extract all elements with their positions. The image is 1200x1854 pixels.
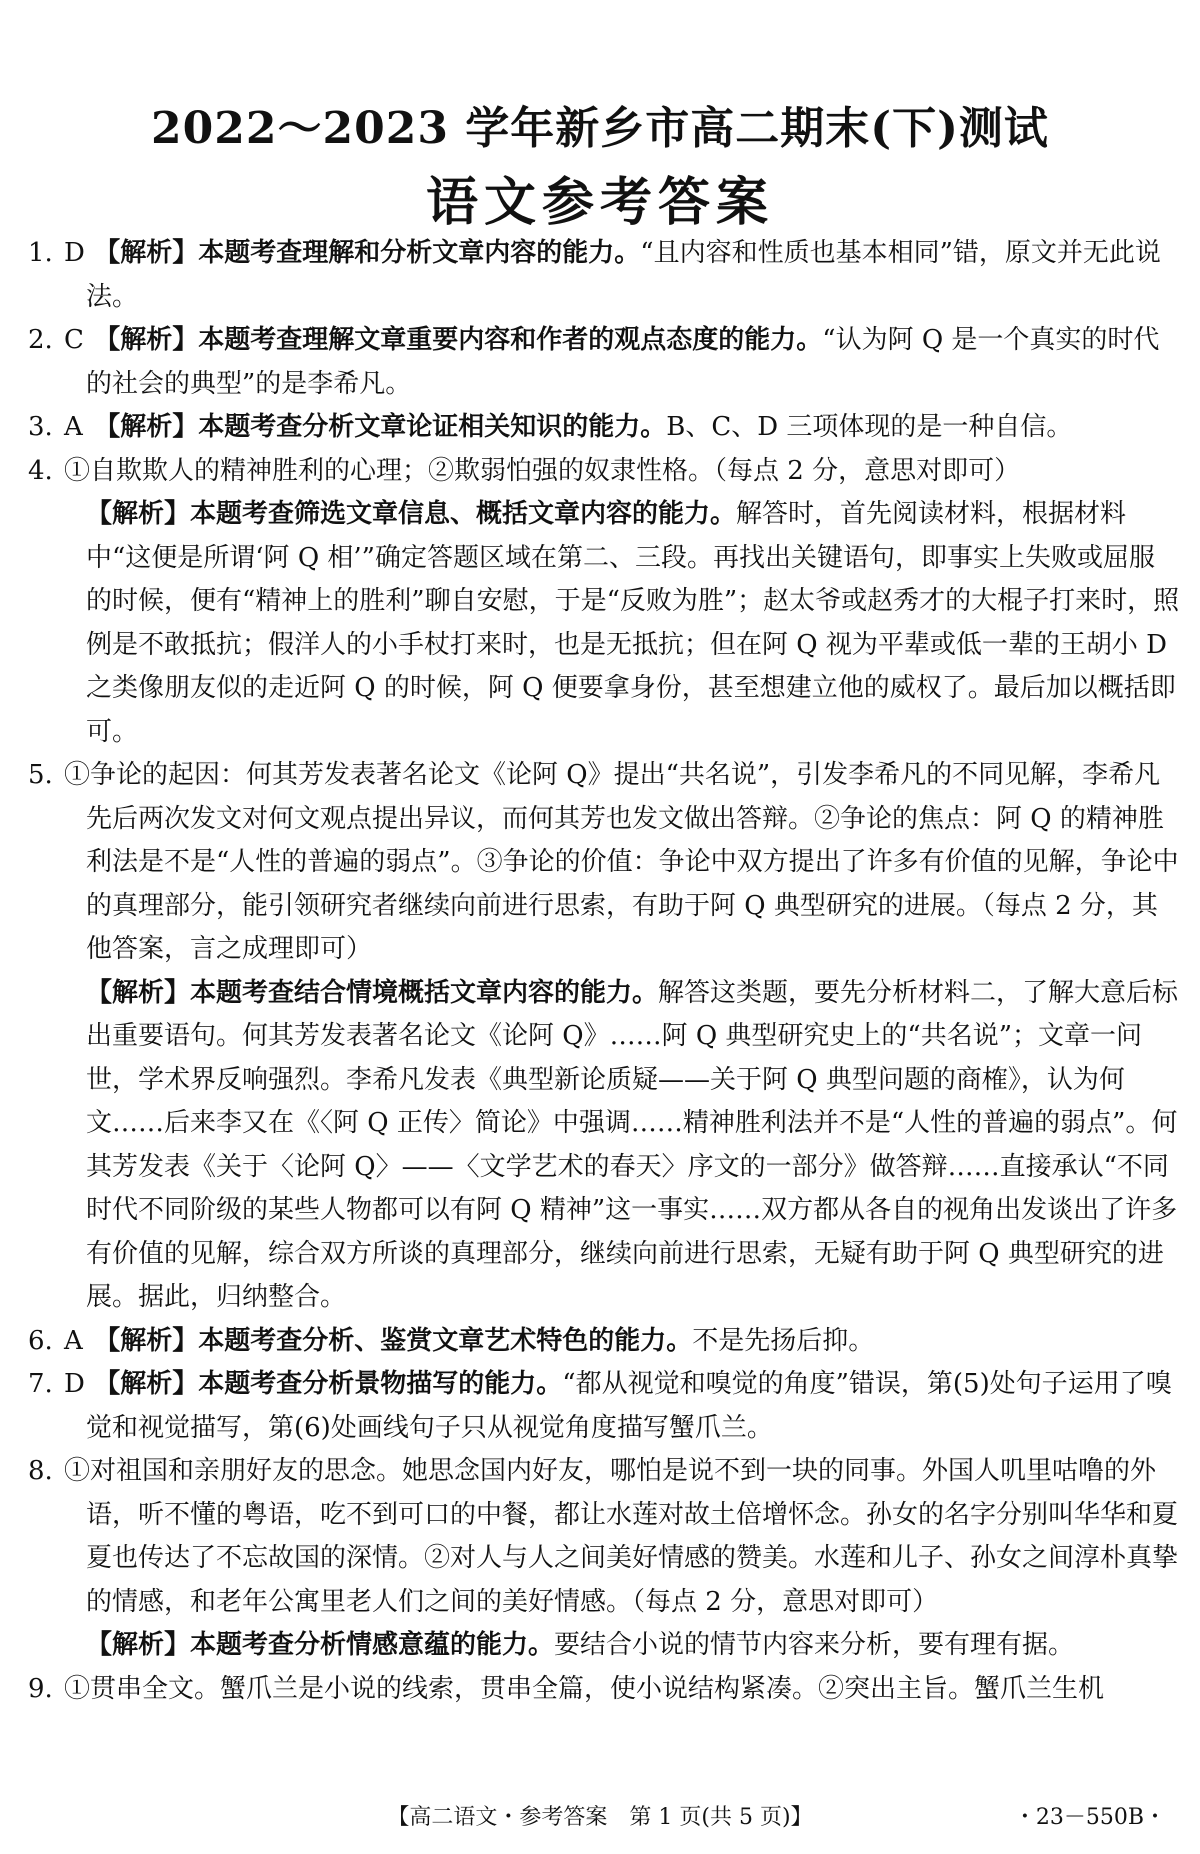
answer-item-4	[28, 450, 1180, 494]
analysis-lead: 本题考查分析、鉴赏文章艺术特色的能力。	[198, 1325, 693, 1356]
analysis-block-4	[28, 493, 1180, 754]
footer-page-info: 【高二语文・参考答案 第 1 页(共 5 页)】	[387, 1805, 813, 1830]
analysis-lead: 本题考查分析景物描写的能力。	[198, 1369, 563, 1399]
answer-choice: D	[64, 238, 85, 268]
question-number: 2.	[28, 325, 53, 355]
analysis-text: “且内容和性质也基本相同”错，原文并无此说法。	[86, 238, 1161, 312]
answer-choice: A	[64, 412, 83, 442]
analysis-lead: 本题考查理解文章重要内容和作者的观点态度的能力。	[198, 325, 823, 355]
analysis-block-8	[28, 1624, 1180, 1668]
answer-text: ①贯串全文。蟹爪兰是小说的线索，贯串全篇，使小说结构紧凑。②突出主旨。蟹爪兰生机	[64, 1673, 1105, 1704]
analysis-text: 解答这类题，要先分析材料二，了解大意后标出重要语句。何其芳发表著名论文《论阿 Q》……阿 Q 典型研究史上的“共名说”；文章一问世，学术界反响强烈。李希凡发表《典型新论质疑——关于阿 Q 典型问题的商榷》，认为何文……后来李又在《〈阿 Q 正传〉简论》中强调……精神胜利法并不是“人性的普遍的弱点”。何其芳发表《关于〈论阿 Q〉——〈文学艺术的春天〉序文的一部分》做答辩……直接承认“不同时代不同阶级的某些人物都可以有阿 Q 精神”这一事实……双方都从各自的视角出发谈出了许多有价值的见解，综合双方所谈的真理部分，继续向前进行思索，无疑有助于阿 Q 典型研究的进展。据此，归纳整合。	[86, 977, 1179, 1312]
answer-choice: C	[64, 325, 84, 355]
analysis-label: 【解析】	[94, 238, 199, 268]
answer-choice: D	[64, 1369, 85, 1399]
answer-text: ①自欺欺人的精神胜利的心理；②欺弱怕强的奴隶性格。（每点 2 分，意思对即可）	[64, 455, 1021, 486]
analysis-text: 要结合小说的情节内容来分析，要有理有据。	[554, 1630, 1075, 1660]
analysis-text: 不是先扬后抑。	[692, 1325, 875, 1356]
question-number: 6.	[28, 1325, 53, 1356]
question-number: 3.	[28, 412, 53, 442]
question-number: 5.	[28, 760, 53, 790]
analysis-label: 【解析】	[94, 412, 199, 442]
analysis-lead: 本题考查结合情境概括文章内容的能力。	[190, 977, 659, 1008]
question-number: 4.	[28, 455, 53, 486]
analysis-lead: 本题考查分析情感意蕴的能力。	[190, 1630, 555, 1660]
question-number: 7.	[28, 1369, 53, 1399]
analysis-label: 【解析】	[86, 1630, 191, 1660]
question-number: 8.	[28, 1456, 53, 1486]
exam-title: 2022～2023 学年新乡市高二期末(下)测试	[151, 103, 1049, 154]
analysis-text: “都从视觉和嗅觉的角度”错误，第(5)处句子运用了嗅觉和视觉描写，第(6)处画线句子只从视觉角度描写蟹爪兰。	[86, 1369, 1172, 1443]
answer-item-8	[28, 1450, 1180, 1624]
analysis-block-5	[28, 972, 1180, 1320]
answer-list	[28, 232, 1180, 1711]
answer-item-7	[28, 1363, 1180, 1450]
analysis-label: 【解析】	[86, 977, 191, 1008]
document-subtitle: 语文参考答案	[425, 172, 774, 233]
answer-item-3	[28, 406, 1180, 450]
analysis-text: B、C、D 三项体现的是一种自信。	[666, 412, 1073, 442]
analysis-label: 【解析】	[86, 499, 191, 529]
answer-text: ①对祖国和亲朋好友的思念。她思念国内好友，哪怕是说不到一块的同事。外国人叽里咕噜的外语，听不懂的粤语，吃不到可口的中餐，都让水莲对故土倍增怀念。孙女的名字分别叫华华和夏夏也传达了不忘故国的深情。②对人与人之间美好情感的赞美。水莲和儿子、孙女之间淳朴真挚的情感，和老年公寓里老人们之间的美好情感。（每点 2 分，意思对即可）	[64, 1456, 1179, 1617]
analysis-text: “认为阿 Q 是一个真实的时代的社会的典型”的是李希凡。	[86, 325, 1160, 399]
analysis-lead: 本题考查理解和分析文章内容的能力。	[198, 238, 641, 268]
footer-code: ・23－550B・	[1013, 1805, 1166, 1830]
analysis-lead: 本题考查分析文章论证相关知识的能力。	[198, 412, 667, 442]
answer-choice: A	[64, 1325, 83, 1356]
answer-item-9	[28, 1668, 1180, 1712]
analysis-label: 【解析】	[94, 1325, 199, 1356]
answer-item-6	[28, 1320, 1180, 1364]
answer-item-2	[28, 319, 1180, 406]
analysis-lead: 本题考查筛选文章信息、概括文章内容的能力。	[190, 499, 737, 529]
question-number: 1.	[28, 238, 53, 268]
answer-item-1	[28, 232, 1180, 319]
answer-item-5	[28, 754, 1180, 972]
analysis-label: 【解析】	[94, 325, 199, 355]
answer-text: ①争论的起因：何其芳发表著名论文《论阿 Q》提出“共名说”，引发李希凡的不同见解，李希凡先后两次发文对何文观点提出异议，而何其芳也发文做出答辩。②争论的焦点：阿 Q 的精神胜利法是不是“人性的普遍的弱点”。③争论的价值：争论中双方提出了许多有价值的见解，争论中的真理部分，能引领研究者继续向前进行思索，有助于阿 Q 典型研究的进展。（每点 2 分，其他答案，言之成理即可）	[64, 760, 1179, 964]
analysis-text: 解答时，首先阅读材料，根据材料中“这便是所谓‘阿 Q 相’”确定答题区域在第二、三段。再找出关键语句，即事实上失败或屈服的时候，便有“精神上的胜利”聊自安慰，于是“反败为胜”；赵太爷或赵秀才的大棍子打来时，照例是不敢抵抗；假洋人的小手杖打来时，也是无抵抗；但在阿 Q 视为平辈或低一辈的王胡小 D 之类像朋友似的走近阿 Q 的时候，阿 Q 便要拿身份，甚至想建立他的威权了。最后加以概括即可。	[86, 499, 1180, 747]
question-number: 9.	[28, 1673, 53, 1704]
analysis-label: 【解析】	[94, 1369, 199, 1399]
